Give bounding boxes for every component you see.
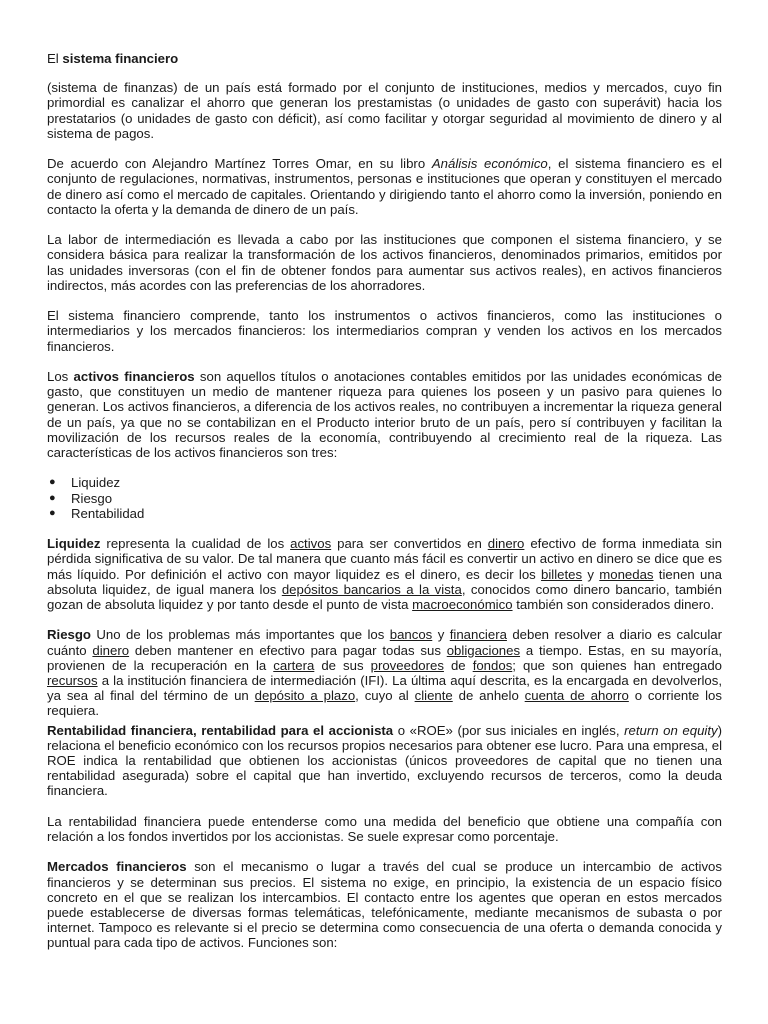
paragraph-comprende: El sistema financiero comprende, tanto los instrumentos o activos financieros, como las instituciones o intermediarios y los mercados financieros: los intermediarios compran y venden los activos en los mercados financieros. [47, 308, 722, 354]
characteristics-list [47, 475, 722, 521]
link-billetes[interactable]: billetes [541, 566, 583, 582]
link-cuenta-ahorro[interactable]: cuenta de ahorro [524, 688, 629, 704]
paragraph-liquidez: Liquidez representa la cualidad de los activos para ser convertidos en dinero efectivo de forma inmediata sin pérdida significativa de su valor. De tal manera que cuanto más fácil es convertir un activo en dinero se dice que es más líquido. Por definición el activo con mayor liquidez es el dinero, es decir los billetes y monedas tienen una absoluta liquidez, de igual manera los depósitos bancarios a la vista, conocidos como dinero bancario, también gozan de absoluta liquidez y por tanto desde el punto de vista macroeconómico también son considerados dinero. [47, 536, 723, 613]
link-cartera[interactable]: cartera [273, 657, 315, 673]
paragraph-riesgo: Riesgo Uno de los problemas más importantes que los bancos y financiera deben resolver a diario es calcular cuánto dinero deben mantener en efectivo para pagar todas sus obligaciones a tiempo. Estas, en su mayoría, provienen de la recuperación en la cartera de sus proveedores de fondos; que son quienes han entregado recursos a la institución financiera de intermediación (IFI). La última aquí descrita, es la encargada en devolverlos, ya sea al final del término de un depósito a plazo, cuyo al cliente de anhelo cuenta de ahorro o corriente los requiera. [47, 627, 723, 719]
link-proveedores[interactable]: proveedores [370, 657, 444, 673]
mercados-term: Mercados financieros [47, 859, 187, 875]
link-monedas[interactable]: monedas [599, 566, 654, 582]
paragraph-activos: Los activos financieros son aquellos títulos o anotaciones contables emitidos por las unidades económicas de gasto, que constituyen un medio de mantener riqueza para quienes los poseen y un pasivo para quienes lo generan. Los activos financieros, a diferencia de los activos reales, no contribuyen a incrementar la riqueza general de un país, ya que no se contabilizan en el Producto interior bruto de un país, pero sí contribuyen y facilitan la movilización de los recursos reales de la economía, contribuyendo al crecimiento real de la riqueza. Las características de los activos financieros son tres: [47, 369, 722, 461]
link-fondos[interactable]: fondos [472, 657, 513, 673]
riesgo-term: Riesgo [47, 627, 91, 643]
rentabilidad-term: Rentabilidad financiera, rentabilidad para el accionista [47, 722, 394, 738]
list-item: ● Liquidez [49, 475, 121, 491]
liquidez-term: Liquidez [47, 536, 101, 552]
activos-term: activos financieros [73, 369, 195, 384]
link-dinero[interactable]: dinero [487, 536, 525, 552]
link-recursos[interactable]: recursos [47, 673, 98, 689]
link-cliente[interactable]: cliente [414, 688, 453, 704]
title-bold: sistema financiero [62, 51, 179, 66]
paragraph-intermediacion: La labor de intermediación es llevada a cabo por las instituciones que componen el sistema financiero, y se considera básica para realizar la transformación de los activos financieros, denominados primarios, emitidos por las unidades inversoras (con el fin de obtener fondos para aumentar sus activos reales), en activos financieros indirectos, más acordes con las preferencias de los ahorradores. [47, 232, 722, 293]
paragraph-martinez: De acuerdo con Alejandro Martínez Torres Omar, en su libro Análisis económico, el sistema financiero es el conjunto de regulaciones, normativas, instrumentos, personas e instituciones que operan y constituyen el mercado de dinero así como el mercado de capitales. Orientando y dirigiendo tanto el ahorro como la inversión, poniendo en contacto la oferta y la demanda de dinero de un país. [47, 156, 722, 217]
link-deposito-plazo[interactable]: depósito a plazo [254, 688, 356, 704]
paragraph-rentabilidad-medida: La rentabilidad financiera puede entenderse como una medida del beneficio que obtiene una compañía con relación a los fondos invertidos por los accionistas. Se suele expresar como porcentaje. [47, 813, 722, 845]
paragraph-definition: (sistema de finanzas) de un país está formado por el conjunto de instituciones, medios y mercados, cuyo fin primordial es canalizar el ahorro que generan los prestamistas (o unidades de gasto con superávit) hacia los prestatarios (o unidades de gasto con déficit), así como facilitar y otorgar seguridad al movimiento de dinero y al sistema de pagos. [47, 80, 722, 141]
link-bancos[interactable]: bancos [389, 627, 433, 643]
paragraph-rentabilidad: Rentabilidad financiera, rentabilidad para el accionista o «ROE» (por sus iniciales en inglés, return on equity) relaciona el beneficio económico con los recursos propios necesarios para obtener ese lucro. Para una empresa, el ROE indica la rentabilidad que obtienen los accionistas (únicos proveedores de capital que no tienen una rentabilidad asegurada) sobre el capital que han invertido, excluyendo recursos de terceros, como la deuda financiera. [47, 722, 723, 799]
document-title: El sistema financiero [47, 51, 179, 66]
link-obligaciones[interactable]: obligaciones [446, 642, 521, 658]
list-item: ● Rentabilidad [49, 505, 145, 521]
bullet-icon: ● [49, 476, 56, 489]
link-financiera[interactable]: financiera [449, 627, 507, 643]
bullet-icon: ● [49, 491, 56, 504]
link-depositos-vista[interactable]: depósitos bancarios a la vista [281, 581, 462, 597]
english-term: return on equity [624, 722, 718, 738]
link-macroeconomico[interactable]: macroeconómico [412, 597, 513, 613]
list-item: ● Riesgo [49, 490, 113, 506]
link-dinero[interactable]: dinero [92, 642, 130, 658]
paragraph-mercados: Mercados financieros son el mecanismo o lugar a través del cual se produce un intercambio de activos financieros y se determinan sus precios. El sistema no exige, en principio, la existencia de un espacio físico concreto en el que se realizan los intercambios. El contacto entre los agentes que operan en estos mercados puede establecerse de diversas formas telemáticas, telefónicamente, mediante mecanismos de subasta o por internet. Tampoco es relevante si el precio se determina como consecuencia de una oferta o demanda conocida y puntual para cada tipo de activos. Funciones son: [47, 859, 722, 951]
link-activos[interactable]: activos [290, 536, 332, 552]
bullet-icon: ● [49, 506, 56, 519]
book-title: Análisis económico [431, 156, 548, 172]
